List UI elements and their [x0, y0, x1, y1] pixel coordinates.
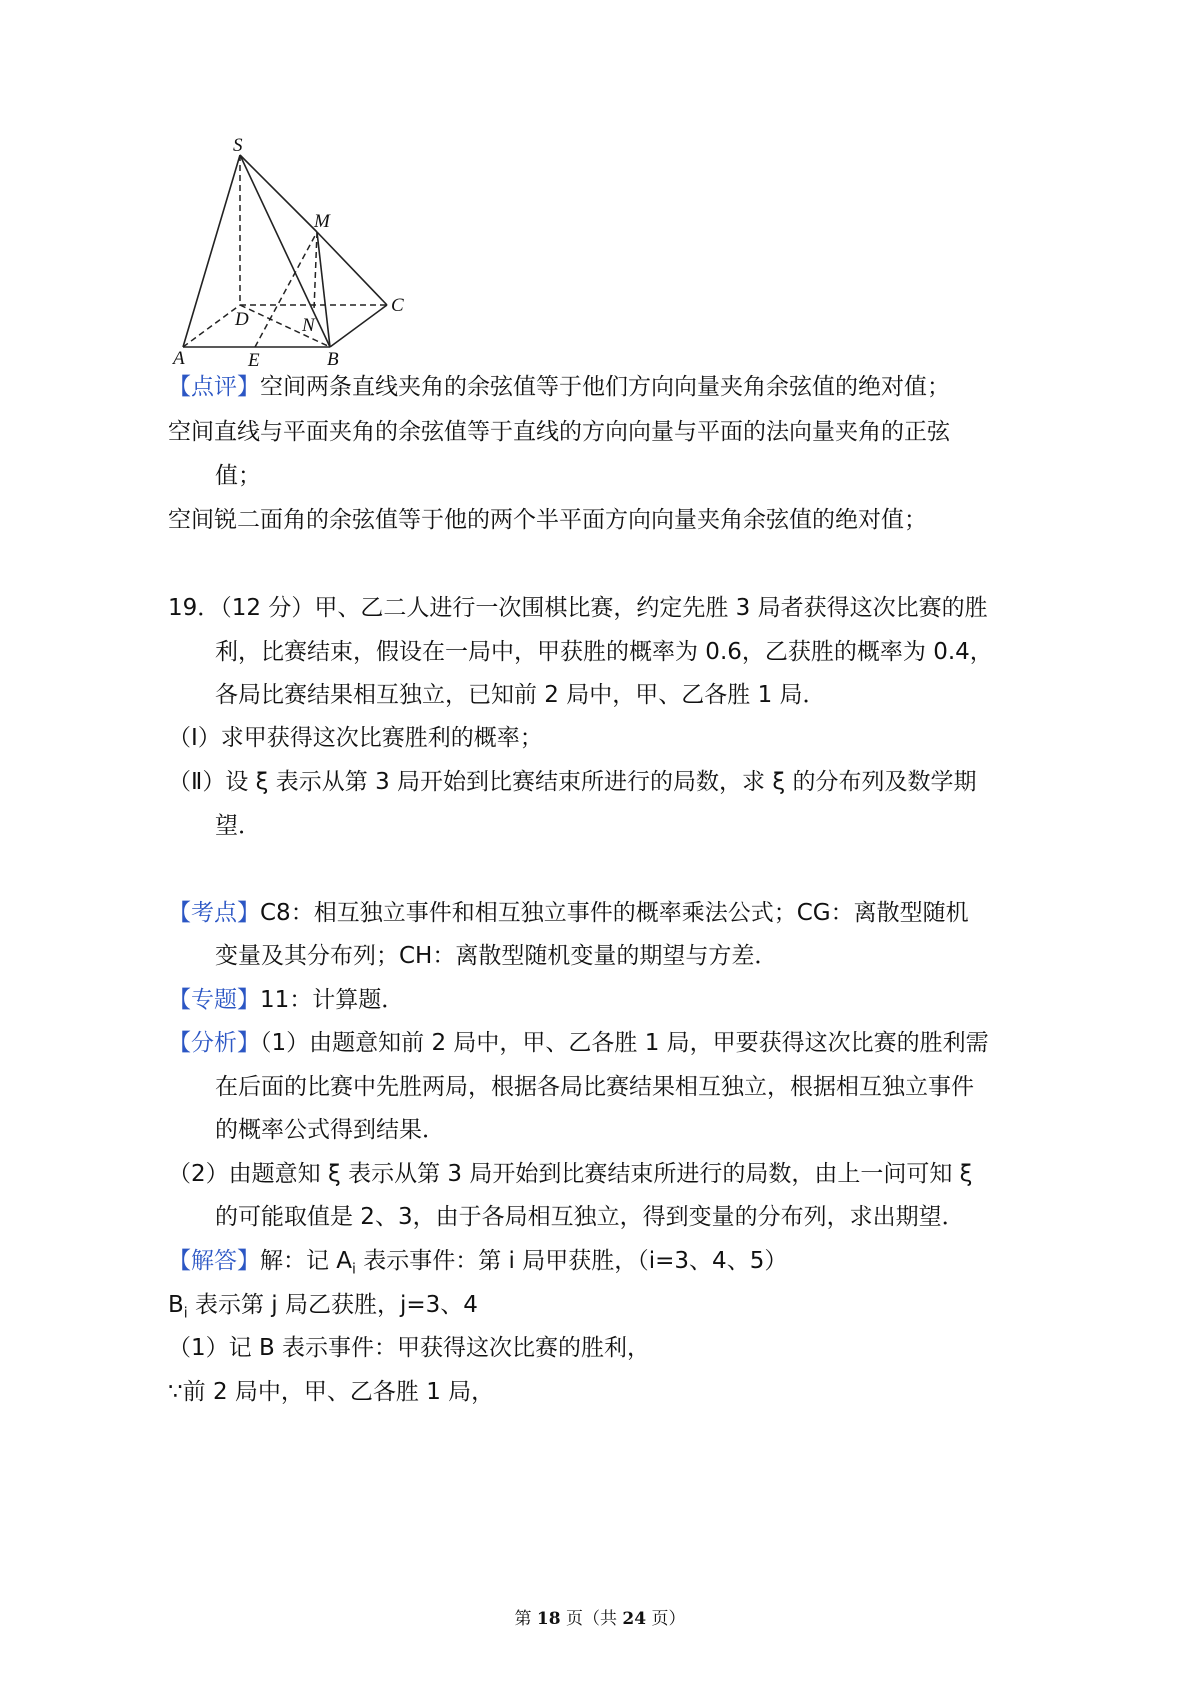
label-S: S — [233, 135, 243, 156]
edge-DB — [240, 305, 330, 347]
fenxi-line-3: 的概率公式得到结果． — [215, 1117, 445, 1143]
jieda-sub-2: i — [183, 1305, 188, 1322]
label-N: N — [302, 315, 315, 336]
dianping-line-3: 值； — [215, 463, 261, 489]
label-A: A — [173, 348, 185, 369]
jieda-line-3: （1）记 B 表示事件：甲获得这次比赛的胜利， — [168, 1335, 651, 1361]
pyramid-figure — [175, 135, 430, 400]
edge-AD — [183, 305, 240, 347]
footer-mid: 页（共 — [560, 1609, 623, 1629]
edge-SA — [183, 155, 240, 347]
zhuanti-text: 11：计算题． — [260, 987, 405, 1013]
fenxi-line-5: 的可能取值是 2、3，由于各局相互独立，得到变量的分布列，求出期望． — [215, 1204, 965, 1230]
fenxi-line-1 — [168, 1028, 1048, 1058]
edge-SB — [240, 155, 330, 347]
jieda-line-4: ∵前 2 局中，甲、乙各胜 1 局， — [168, 1379, 495, 1405]
label-D: D — [235, 309, 249, 330]
pyramid-diagram — [175, 135, 430, 400]
problem-line-3: 各局比赛结果相互独立，已知前 2 局中，甲、乙各胜 1 局． — [215, 682, 826, 708]
kaodian-text-1: C8：相互独立事件和相互独立事件的概率乘法公式；CG：离散型随机 — [260, 900, 969, 926]
fenxi-line-4: （2）由题意知 ξ 表示从第 3 局开始到比赛结束所进行的局数，由上一问可知 ξ — [168, 1161, 973, 1187]
kaodian-line-1 — [168, 898, 1048, 928]
dianping-text-1: 空间两条直线夹角的余弦值等于他们方向向量夹角余弦值的绝对值； — [260, 374, 950, 400]
jieda-text-2b: 表示第 j 局乙获胜，j=3、4 — [187, 1292, 478, 1318]
zhuanti-tag: 【专题】 — [168, 987, 260, 1013]
edge-SM — [240, 155, 317, 232]
edge-BC — [330, 305, 387, 347]
edge-MB — [317, 232, 330, 347]
footer-total-pages: 24 — [622, 1609, 647, 1629]
problem-line-2: 利，比赛结束，假设在一局中，甲获胜的概率为 0.6，乙获胜的概率为 0.4， — [215, 639, 993, 665]
edge-MC — [317, 232, 387, 305]
jieda-sub-1: i — [352, 1261, 356, 1278]
footer-post: 页） — [646, 1609, 686, 1629]
jieda-line-2 — [168, 1290, 1048, 1329]
fenxi-text-1: （1）由题意知前 2 局中，甲、乙各胜 1 局，甲要获得这次比赛的胜利需 — [260, 1030, 989, 1056]
kaodian-line-2: 变量及其分布列；CH：离散型随机变量的期望与方差． — [215, 943, 778, 969]
problem-part-2-cont: 望． — [215, 813, 261, 839]
page-footer — [0, 1608, 1200, 1630]
footer-pre: 第 — [514, 1609, 537, 1629]
problem-part-1: （Ⅰ）求甲获得这次比赛胜利的概率； — [168, 725, 543, 751]
jieda-text-1a: 解：记 A — [260, 1248, 353, 1274]
edge-MN — [314, 232, 317, 310]
problem-line-1: 19．（12 分）甲、乙二人进行一次围棋比赛，约定先胜 3 局者获得这次比赛的胜 — [168, 595, 988, 621]
zhuanti-line — [168, 985, 1048, 1015]
dianping-line-2: 空间直线与平面夹角的余弦值等于直线的方向向量与平面的法向量夹角的正弦 — [168, 419, 950, 445]
jieda-line-1 — [168, 1246, 1048, 1285]
kaodian-tag: 【考点】 — [168, 900, 260, 926]
label-B: B — [327, 349, 339, 370]
label-E: E — [248, 350, 260, 371]
dianping-line-4: 空间锐二面角的余弦值等于他的两个半平面方向向量夹角余弦值的绝对值； — [168, 507, 927, 533]
label-C: C — [391, 295, 404, 316]
fenxi-line-2: 在后面的比赛中先胜两局，根据各局比赛结果相互独立，根据相互独立事件 — [215, 1074, 974, 1100]
dianping-tag: 【点评】 — [168, 374, 260, 400]
footer-page-number: 18 — [536, 1609, 561, 1629]
fenxi-tag: 【分析】 — [168, 1030, 260, 1056]
jieda-text-1b: 表示事件：第 i 局甲获胜，（i=3、4、5） — [355, 1248, 788, 1274]
problem-part-2: （Ⅱ）设 ξ 表示从第 3 局开始到比赛结束所进行的局数，求 ξ 的分布列及数学期 — [168, 769, 977, 795]
label-M: M — [314, 211, 330, 232]
jieda-text-2a: B — [168, 1292, 184, 1318]
jieda-tag: 【解答】 — [168, 1248, 260, 1274]
dianping-line-1 — [168, 372, 1048, 402]
